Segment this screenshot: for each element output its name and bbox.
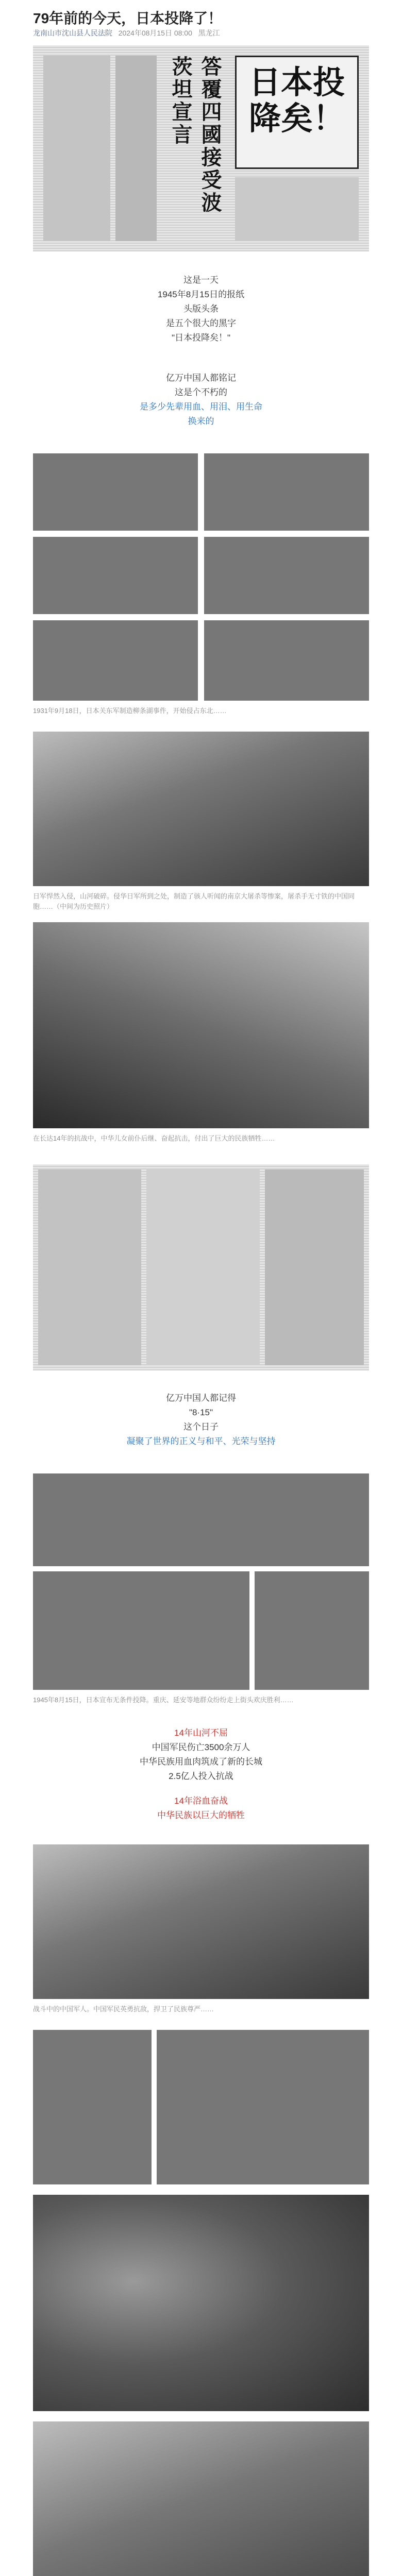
newspaper-front-page-image (33, 45, 369, 251)
publish-date: 2024年08月15日 08:00 (118, 29, 192, 37)
photo-caption: 1931年9月18日，日本关东军制造柳条湖事件，开始侵占东北…… (33, 707, 227, 715)
photo-caption: 战斗中的中国军人。中国军民英勇抗敌，捍卫了民族尊严…… (33, 2005, 214, 2013)
newspaper-collage-image (33, 1164, 369, 1370)
date-verse (0, 1391, 402, 1449)
verse-line: "日本投降矣！" (171, 333, 231, 343)
verse-line: "8·15" (189, 1408, 213, 1417)
soldier-photo (33, 2030, 152, 2184)
intro-verse (0, 273, 402, 345)
verse-line: 这是个不朽的 (175, 387, 227, 397)
verse-line: 中国军民伤亡3500余万人 (152, 1742, 250, 1752)
verse-line: 这个日子 (183, 1422, 219, 1432)
newspaper-clipping (146, 1170, 260, 1365)
newspaper-clipping (255, 1571, 369, 1690)
verse-line-red: 14年山河不屈 (174, 1728, 228, 1738)
newspaper-headline: 日本投降矣！ (235, 56, 359, 169)
war-photo (33, 620, 198, 701)
verse-line-highlight: 凝聚了世界的正义与和平、光荣与坚持 (126, 1436, 276, 1446)
war-photo-grid (33, 453, 369, 701)
war-photo (33, 537, 198, 614)
publish-location: 黑龙江 (198, 29, 220, 37)
celebration-photo (33, 1571, 249, 1690)
article-title: 79年前的今天，日本投降了！ (33, 10, 223, 26)
war-photo (204, 453, 369, 531)
war-photo (204, 537, 369, 614)
verse-line: 中华民族用血肉筑成了新的长城 (140, 1757, 262, 1767)
newspaper-clipping (33, 1473, 369, 1566)
verse-line: 是五个很大的黑字 (166, 318, 236, 328)
verse-line: 这是一天 (183, 275, 219, 285)
photo-caption: 在长达14年的抗战中，中华儿女前仆后继、奋起抗击，付出了巨大的民族牺牲…… (33, 1134, 275, 1142)
photo-caption: 日军悍然入侵，山河破碎。侵华日军所到之处，制造了骇人听闻的南京大屠杀等惨案，屠杀手无寸铁的中国同胞……（中间为历史照片） (33, 892, 355, 910)
war-photo (33, 453, 198, 531)
troops-photo (33, 2421, 369, 2576)
war-photo (204, 620, 369, 701)
newspaper-column (235, 177, 359, 241)
war-photo-ruins (33, 922, 369, 1128)
verse-line: 2.5亿人投入抗战 (169, 1771, 233, 1781)
account-name-link[interactable]: 龙南山市沈山县人民法院 (33, 29, 112, 37)
soldier-photo-pair (33, 2030, 369, 2184)
verse-line-highlight: 是多少先辈用血、用泪、用生命 (140, 402, 262, 412)
verse-line-highlight: 换来的 (188, 416, 214, 426)
photo-caption: 1945年8月15日，日本宣布无条件投降。重庆、延安等地群众纷纷走上街头欢庆胜利…… (33, 1696, 294, 1704)
verse-line: 亿万中国人都记得 (166, 1393, 236, 1403)
newspaper-clipping (265, 1170, 364, 1365)
newspaper-clipping (38, 1170, 141, 1365)
battlefield-photo (33, 1844, 369, 1999)
bunker-photo (157, 2030, 369, 2184)
stats-verse (0, 1726, 402, 1823)
remember-verse (0, 371, 402, 429)
verse-line: 亿万中国人都铭记 (166, 373, 236, 383)
war-photo-wide (33, 732, 369, 886)
verse-line-red: 14年浴血奋战 (174, 1796, 228, 1806)
article-meta (33, 28, 220, 38)
newspaper-subheadline: 答覆四國接受波茨坦宣言 (169, 56, 222, 214)
verse-line-red: 中华民族以巨大的牺牲 (157, 1810, 245, 1820)
artillery-photo (33, 2195, 369, 2411)
verse-line: 1945年8月15日的报纸 (157, 290, 245, 299)
newspaper-column (43, 56, 110, 241)
victory-photo-collage (33, 1473, 369, 1690)
newspaper-column (115, 56, 157, 241)
verse-line: 头版头条 (183, 304, 219, 314)
